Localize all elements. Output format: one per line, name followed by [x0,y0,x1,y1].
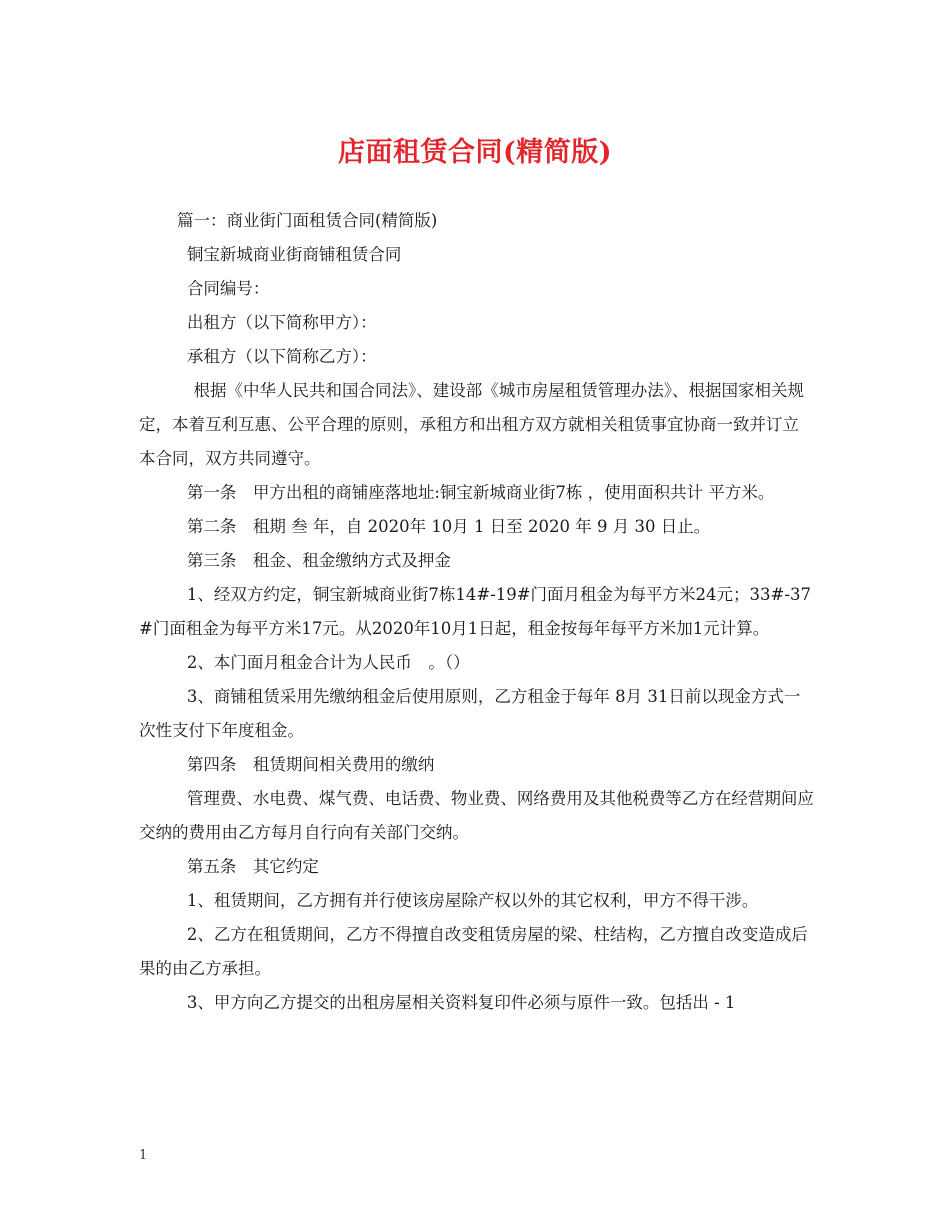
paragraph-article-1: 第一条 甲方出租的商铺座落地址:铜宝新城商业街7栋 ，使用面积共计 平方米。 [186,483,775,502]
paragraph-preamble: 根据《中华人民共和国合同法》、建设部《城市房屋租赁管理办法》、根据国家相关规定，本着互利互惠、公平合理的原则，承租方和出租方双方就相关租赁事宜协商一致并订立本合同，双方共同遵守。 [139,381,804,468]
paragraph-article-4-content: 管理费、水电费、煤气费、电话费、物业费、网络费用及其他税费等乙方在经营期间应交纳的费用由乙方每月自行向有关部门交纳。 [139,789,814,842]
document-title: 店面租赁合同(精简版) [337,137,613,168]
paragraph-part-heading: 篇一：商业街门面租赁合同(精简版) [176,211,438,230]
paragraph-article-5: 第五条 其它约定 [186,857,319,876]
paragraph-article-3-item-2: 2、本门面月租金合计为人民币 。（） [186,653,470,672]
paragraph-article-4: 第四条 租赁期间相关费用的缴纳 [186,755,435,774]
paragraph-article-2: 第二条 租期 叁 年，自 2020年 10月 1 日至 2020 年 9 月 30 日止。 [186,517,711,536]
paragraph-article-3-item-3: 3、商铺租赁采用先缴纳租金后使用原则，乙方租金于每年 8月 31日前以现金方式一次性支付下年度租金。 [139,687,801,740]
paragraph-contract-number: 合同编号： [186,279,270,298]
paragraph-lessee: 承租方（以下简称乙方）： [186,347,377,366]
document-body [139,204,815,1020]
paragraph-contract-name: 铜宝新城商业街商铺租赁合同 [186,245,402,264]
page-number: 1 [139,1148,148,1163]
paragraph-article-3: 第三条 租金、租金缴纳方式及押金 [186,551,451,570]
paragraph-lessor: 出租方（以下简称甲方）： [186,313,377,332]
paragraph-article-5-item-1: 1、租赁期间，乙方拥有并行使该房屋除产权以外的其它权利，甲方不得干涉。 [186,891,759,910]
paragraph-article-5-item-2: 2、乙方在租赁期间，乙方不得擅自改变租赁房屋的梁、柱结构，乙方擅自改变造成后果的由乙方承担。 [139,925,808,978]
paragraph-article-3-item-1: 1、经双方约定，铜宝新城商业街7栋14#-19#门面月租金为每平方米24元；33#-37#门面租金为每平方米17元。从2020年10月1日起，租金按每年每平方米加1元计算。 [139,585,811,638]
paragraph-article-5-item-3: 3、甲方向乙方提交的出租房屋相关资料复印件必须与原件一致。包括出 - 1 [186,993,736,1012]
